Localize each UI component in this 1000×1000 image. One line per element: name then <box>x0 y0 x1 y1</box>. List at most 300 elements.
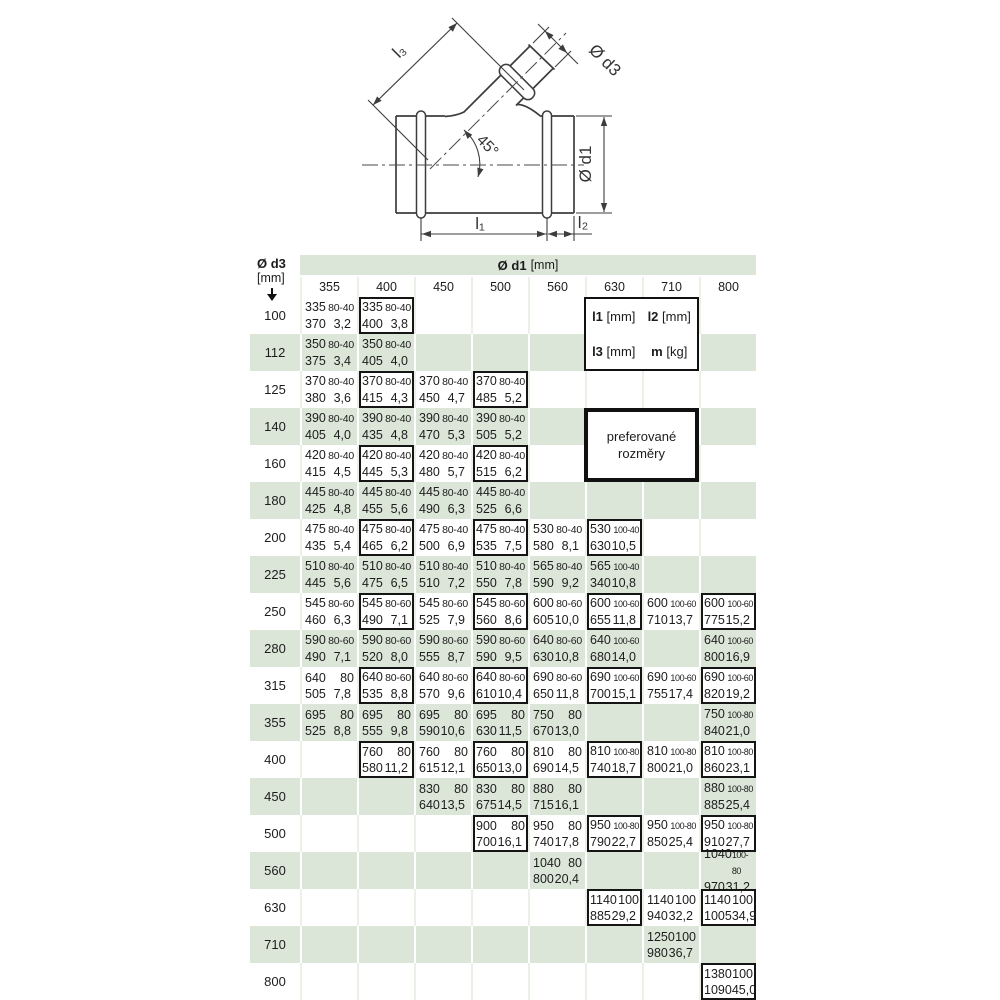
value-l1: 390 <box>362 411 383 425</box>
value-l3: 630 <box>533 650 554 664</box>
cell-line-1 <box>590 669 639 686</box>
value-m: 10,6 <box>440 723 465 738</box>
value-l1: 420 <box>476 448 497 462</box>
cell-line-1 <box>419 484 468 501</box>
cell-line-1 <box>476 447 525 464</box>
value-l2: 80 <box>568 744 582 759</box>
cell-line-2 <box>476 501 525 517</box>
table-row <box>250 741 756 778</box>
cell-line-1 <box>305 447 354 464</box>
cell-line-1 <box>419 558 468 575</box>
cell-line-1 <box>305 595 354 612</box>
table-cell <box>699 847 756 894</box>
cell-line-2 <box>305 686 354 702</box>
value-m: 23,1 <box>725 761 750 775</box>
value-m: 20,4 <box>554 871 579 886</box>
table-cell <box>528 852 585 889</box>
table-cell <box>300 704 357 741</box>
cell-line-2 <box>362 390 411 406</box>
value-l3: 675 <box>476 797 497 812</box>
value-m: 7,1 <box>333 650 351 664</box>
value-l2: 80-40 <box>442 524 468 536</box>
value-l1: 445 <box>476 485 497 499</box>
value-l2: 100-80 <box>731 850 749 876</box>
cell-line-1 <box>362 373 411 390</box>
cell-line-1 <box>419 447 468 464</box>
value-l2: 80-40 <box>442 487 468 499</box>
table-cell <box>642 482 699 519</box>
table-cell <box>300 815 357 852</box>
table-cell <box>357 334 414 371</box>
value-l3: 480 <box>419 465 440 479</box>
table-cell <box>471 889 528 926</box>
value-l2: 80 <box>340 707 354 722</box>
table-cell <box>528 334 585 371</box>
value-l3: 740 <box>590 761 611 775</box>
cell-line-1 <box>362 744 411 760</box>
cell-line-2 <box>647 908 696 924</box>
value-m: 8,8 <box>390 687 408 701</box>
d3-header-cell <box>250 255 300 297</box>
cell-line-2 <box>305 427 354 443</box>
cell-line-2 <box>419 686 468 702</box>
table-cell <box>357 815 414 852</box>
table-cell <box>699 556 756 593</box>
cell-line-2 <box>533 649 582 665</box>
value-l3: 555 <box>419 650 440 664</box>
value-l1: 590 <box>362 633 383 647</box>
cell-line-1 <box>419 595 468 612</box>
table-cell <box>300 926 357 963</box>
value-l1: 565 <box>590 559 611 573</box>
cell-line-1 <box>362 484 411 501</box>
value-l3: 450 <box>419 391 440 405</box>
value-l1: 1140 <box>590 892 617 907</box>
value-m: 27,7 <box>725 835 750 849</box>
table-cell <box>585 667 642 704</box>
cell-line-2 <box>362 501 411 517</box>
cell-line-1 <box>419 781 468 797</box>
table-row <box>250 482 756 519</box>
cell-line-2 <box>419 723 468 739</box>
value-l2: 100-60 <box>670 673 696 683</box>
value-l1: 545 <box>476 596 497 610</box>
value-l1: 810 <box>533 744 554 759</box>
cell-line-2 <box>590 686 639 702</box>
value-l3: 860 <box>704 761 725 775</box>
value-l3: 475 <box>362 576 383 590</box>
value-l2: 80-60 <box>328 598 354 610</box>
cell-line-2 <box>647 834 696 850</box>
value-l2: 80-60 <box>499 635 525 647</box>
cell-line-1 <box>533 744 582 760</box>
cell-line-1 <box>305 632 354 649</box>
value-l3: 535 <box>476 539 497 553</box>
value-l2: 100 <box>675 892 696 907</box>
value-l3: 470 <box>419 428 440 442</box>
value-l3: 465 <box>362 539 383 553</box>
value-l3: 775 <box>704 613 725 627</box>
cell-line-1 <box>419 669 468 686</box>
value-l3: 415 <box>362 391 383 405</box>
table-row <box>250 926 756 963</box>
value-m: 11,2 <box>384 760 408 775</box>
value-l1: 760 <box>476 744 497 759</box>
table-cell <box>471 667 528 704</box>
d1-header-cell <box>300 255 756 277</box>
cell-line-1 <box>647 743 696 760</box>
value-l1: 370 <box>362 374 383 388</box>
value-l1: 640 <box>419 670 440 684</box>
value-l1: 880 <box>533 781 554 796</box>
value-m: 7,8 <box>333 686 351 701</box>
value-l2: 80 <box>568 818 582 833</box>
value-l3: 710 <box>647 613 668 627</box>
table-cell <box>300 963 357 1000</box>
value-l3: 400 <box>362 317 383 331</box>
value-l1: 640 <box>590 633 611 647</box>
value-l3: 445 <box>305 576 326 590</box>
column-header: 710 <box>642 277 699 297</box>
cell-line-1 <box>476 373 525 390</box>
table-cell <box>300 630 357 667</box>
value-l2: 80-60 <box>328 635 354 647</box>
value-l3: 425 <box>305 502 326 516</box>
column-header: 400 <box>357 277 414 297</box>
table-cell <box>642 815 699 852</box>
value-l2: 80-40 <box>442 376 468 388</box>
value-l2: 80-60 <box>385 635 411 647</box>
row-label: 400 <box>264 752 286 767</box>
value-l3: 520 <box>362 650 383 664</box>
value-l1: 810 <box>647 744 668 758</box>
table-cell <box>528 889 585 926</box>
value-m: 13,0 <box>554 723 579 738</box>
value-l2: 80-60 <box>499 598 525 610</box>
value-l2: 80 <box>568 781 582 796</box>
table-cell <box>699 630 756 667</box>
value-l1: 445 <box>362 485 383 499</box>
value-l1: 640 <box>476 670 497 684</box>
table-cell <box>414 852 471 889</box>
value-l1: 510 <box>305 559 326 573</box>
cell-line-1 <box>419 410 468 427</box>
table-cell <box>357 741 414 778</box>
value-l1: 695 <box>476 707 497 722</box>
value-l1: 475 <box>419 522 440 536</box>
value-l3: 485 <box>476 391 497 405</box>
cell-line-2 <box>476 538 525 554</box>
value-l3: 670 <box>533 723 554 738</box>
table-cell <box>642 630 699 667</box>
cell-line-2 <box>476 427 525 443</box>
table-cell <box>585 741 642 778</box>
cell-line-1 <box>476 484 525 501</box>
value-m: 9,8 <box>390 723 408 738</box>
cell-line-1 <box>362 447 411 464</box>
value-l3: 405 <box>362 354 383 368</box>
value-l3: 535 <box>362 687 383 701</box>
cell-line-2 <box>476 390 525 406</box>
cell-line-2 <box>419 649 468 665</box>
value-l1: 1040 <box>704 847 732 861</box>
table-cell <box>471 482 528 519</box>
table-row <box>250 556 756 593</box>
cell-line-1 <box>419 707 468 723</box>
value-l2: 80-40 <box>328 524 354 536</box>
table-row <box>250 704 756 741</box>
value-l1: 600 <box>647 596 668 610</box>
value-l2: 100-80 <box>727 747 753 757</box>
value-m: 8,1 <box>561 539 579 553</box>
cell-line-1 <box>533 632 582 649</box>
value-l3: 415 <box>305 465 326 479</box>
value-m: 4,0 <box>390 354 408 368</box>
table-cell <box>642 593 699 630</box>
value-l2: 80 <box>397 744 411 759</box>
table-row <box>250 847 756 894</box>
table-cell <box>357 704 414 741</box>
value-l1: 950 <box>533 818 554 833</box>
table-cell <box>642 889 699 926</box>
cell-line-2 <box>476 464 525 480</box>
table-cell <box>414 630 471 667</box>
value-l1: 690 <box>647 670 668 684</box>
value-l2: 100-80 <box>670 747 696 757</box>
d1-header-label: Ø d1 <box>497 257 527 273</box>
table-cell <box>471 630 528 667</box>
value-l3: 740 <box>533 834 554 849</box>
value-l3: 435 <box>362 428 383 442</box>
cell-line-1 <box>704 846 753 879</box>
value-m: 36,7 <box>668 945 693 960</box>
cell-line-1 <box>590 743 639 760</box>
table-cell <box>585 852 642 889</box>
cell-line-1 <box>704 817 753 834</box>
value-m: 16,1 <box>497 834 522 849</box>
table-cell <box>357 926 414 963</box>
value-l1: 690 <box>590 670 611 684</box>
value-l1: 475 <box>305 522 326 536</box>
value-l2: 80-40 <box>385 302 411 314</box>
value-l2: 80-40 <box>328 376 354 388</box>
value-m: 25,4 <box>725 798 750 812</box>
cell-line-2 <box>476 834 525 850</box>
table-cell <box>585 778 642 815</box>
value-l3: 490 <box>305 650 326 664</box>
table-row <box>250 667 756 704</box>
table-header <box>250 255 756 297</box>
table-cell <box>642 667 699 704</box>
row-label: 500 <box>264 826 286 841</box>
table-cell <box>357 297 414 334</box>
cell-line-1 <box>419 744 468 760</box>
table-cell <box>471 741 528 778</box>
table-cell <box>471 408 528 445</box>
value-l1: 1040 <box>533 855 561 870</box>
cell-line-1 <box>476 632 525 649</box>
value-m: 4,3 <box>390 391 408 405</box>
row-label: 180 <box>264 493 286 508</box>
cell-line-2 <box>362 427 411 443</box>
value-l2: 80-40 <box>442 561 468 573</box>
value-l2: 100-60 <box>613 673 639 683</box>
value-l3: 435 <box>305 539 326 553</box>
cell-line-1 <box>305 558 354 575</box>
value-l1: 640 <box>704 633 725 647</box>
cell-line-1 <box>362 707 411 723</box>
table-body <box>250 297 756 1000</box>
value-l2: 80-40 <box>328 302 354 314</box>
value-m: 8,0 <box>390 650 408 664</box>
cell-line-2 <box>362 686 411 702</box>
value-m: 34,9 <box>731 908 757 923</box>
table-cell <box>699 445 756 482</box>
cell-line-2 <box>647 686 696 702</box>
table-cell <box>300 852 357 889</box>
table-cell <box>471 556 528 593</box>
dimension-table <box>250 255 756 1000</box>
value-l1: 690 <box>533 670 554 684</box>
technical-drawing <box>0 0 1000 255</box>
cell-line-2 <box>362 464 411 480</box>
cell-line-2 <box>590 649 639 665</box>
cell-line-2 <box>419 427 468 443</box>
cell-line-2 <box>362 353 411 369</box>
cell-line-2 <box>476 723 525 739</box>
cell-line-2 <box>362 316 411 332</box>
value-l2: 80 <box>340 670 354 685</box>
value-l3: 590 <box>533 576 554 590</box>
value-l2: 100-40 <box>613 525 639 535</box>
cell-line-1 <box>704 632 753 649</box>
cell-line-1 <box>533 855 582 871</box>
value-l3: 910 <box>704 835 725 849</box>
table-row <box>250 593 756 630</box>
cell-line-2 <box>704 982 757 998</box>
row-label: 140 <box>264 419 286 434</box>
table-row <box>250 630 756 667</box>
value-l1: 335 <box>362 300 383 314</box>
table-cell <box>414 593 471 630</box>
value-m: 31,2 <box>725 880 750 894</box>
value-l2: 80-40 <box>556 561 582 573</box>
value-l3: 940 <box>647 908 668 923</box>
value-l2: 80 <box>454 744 468 759</box>
value-l2: 80-40 <box>328 413 354 425</box>
column-header: 800 <box>699 277 756 297</box>
cell-line-1 <box>305 521 354 538</box>
value-l2: 80-60 <box>385 672 411 684</box>
value-l3: 650 <box>476 760 497 775</box>
value-l1: 600 <box>704 596 725 610</box>
cell-line-2 <box>476 649 525 665</box>
preferred-dimensions-box <box>584 408 699 482</box>
row-label: 112 <box>264 345 286 360</box>
table-cell <box>357 667 414 704</box>
cell-line-1 <box>362 336 411 353</box>
value-l3: 980 <box>647 945 668 960</box>
value-m: 4,7 <box>447 391 465 405</box>
cell-line-1 <box>362 299 411 316</box>
table-cell <box>528 630 585 667</box>
table-cell <box>471 815 528 852</box>
value-m: 45,0 <box>731 982 757 997</box>
table-cell <box>585 926 642 963</box>
value-l1: 390 <box>476 411 497 425</box>
value-l1: 350 <box>305 337 326 351</box>
value-l2: 80-40 <box>385 339 411 351</box>
cell-line-1 <box>305 484 354 501</box>
cell-line-1 <box>647 595 696 612</box>
table-cell <box>528 556 585 593</box>
table-cell <box>300 778 357 815</box>
cell-line-1 <box>305 670 354 686</box>
value-l1: 750 <box>533 707 554 722</box>
value-l2: 80 <box>511 707 525 722</box>
cell-line-2 <box>419 538 468 554</box>
cell-line-1 <box>476 595 525 612</box>
value-l1: 900 <box>476 818 497 833</box>
value-l2: 80-40 <box>328 339 354 351</box>
value-l1: 530 <box>590 522 611 536</box>
table-cell <box>471 704 528 741</box>
cell-line-2 <box>476 760 525 776</box>
cell-line-2 <box>647 612 696 628</box>
value-l1: 880 <box>704 781 725 795</box>
value-l1: 510 <box>419 559 440 573</box>
cell-line-1 <box>305 299 354 316</box>
table-cell <box>585 482 642 519</box>
value-l2: 80-40 <box>499 450 525 462</box>
value-m: 29,2 <box>611 908 636 923</box>
value-l1: 545 <box>419 596 440 610</box>
value-l3: 505 <box>305 686 326 701</box>
cell-line-2 <box>590 760 639 776</box>
dim-label-d1: Ø d1 <box>576 145 595 183</box>
value-l1: 510 <box>476 559 497 573</box>
value-m: 13,5 <box>440 797 465 812</box>
dim-label-l1: l₁ <box>475 214 485 233</box>
value-l1: 565 <box>533 559 554 573</box>
row-label: 160 <box>264 456 286 471</box>
cell-line-1 <box>476 781 525 797</box>
value-m: 19,2 <box>725 687 750 701</box>
cell-line-2 <box>419 797 468 813</box>
value-l3: 570 <box>419 687 440 701</box>
value-l2: 80 <box>397 707 411 722</box>
value-m: 22,7 <box>611 835 636 849</box>
cell-line-2 <box>533 871 582 887</box>
value-m: 6,3 <box>447 502 465 516</box>
value-l2: 80-40 <box>385 450 411 462</box>
value-l2: 80 <box>454 707 468 722</box>
cell-line-1 <box>647 669 696 686</box>
row-label: 450 <box>264 789 286 804</box>
value-l1: 350 <box>362 337 383 351</box>
table-cell <box>642 556 699 593</box>
value-l2: 80-60 <box>499 672 525 684</box>
cell-line-1 <box>362 595 411 612</box>
value-l1: 475 <box>362 522 383 536</box>
cell-line-2 <box>419 575 468 591</box>
table-cell <box>414 556 471 593</box>
value-l3: 455 <box>362 502 383 516</box>
value-l1: 695 <box>362 707 383 722</box>
table-cell <box>528 815 585 852</box>
table-cell <box>642 963 699 1000</box>
value-m: 11,8 <box>612 613 636 627</box>
